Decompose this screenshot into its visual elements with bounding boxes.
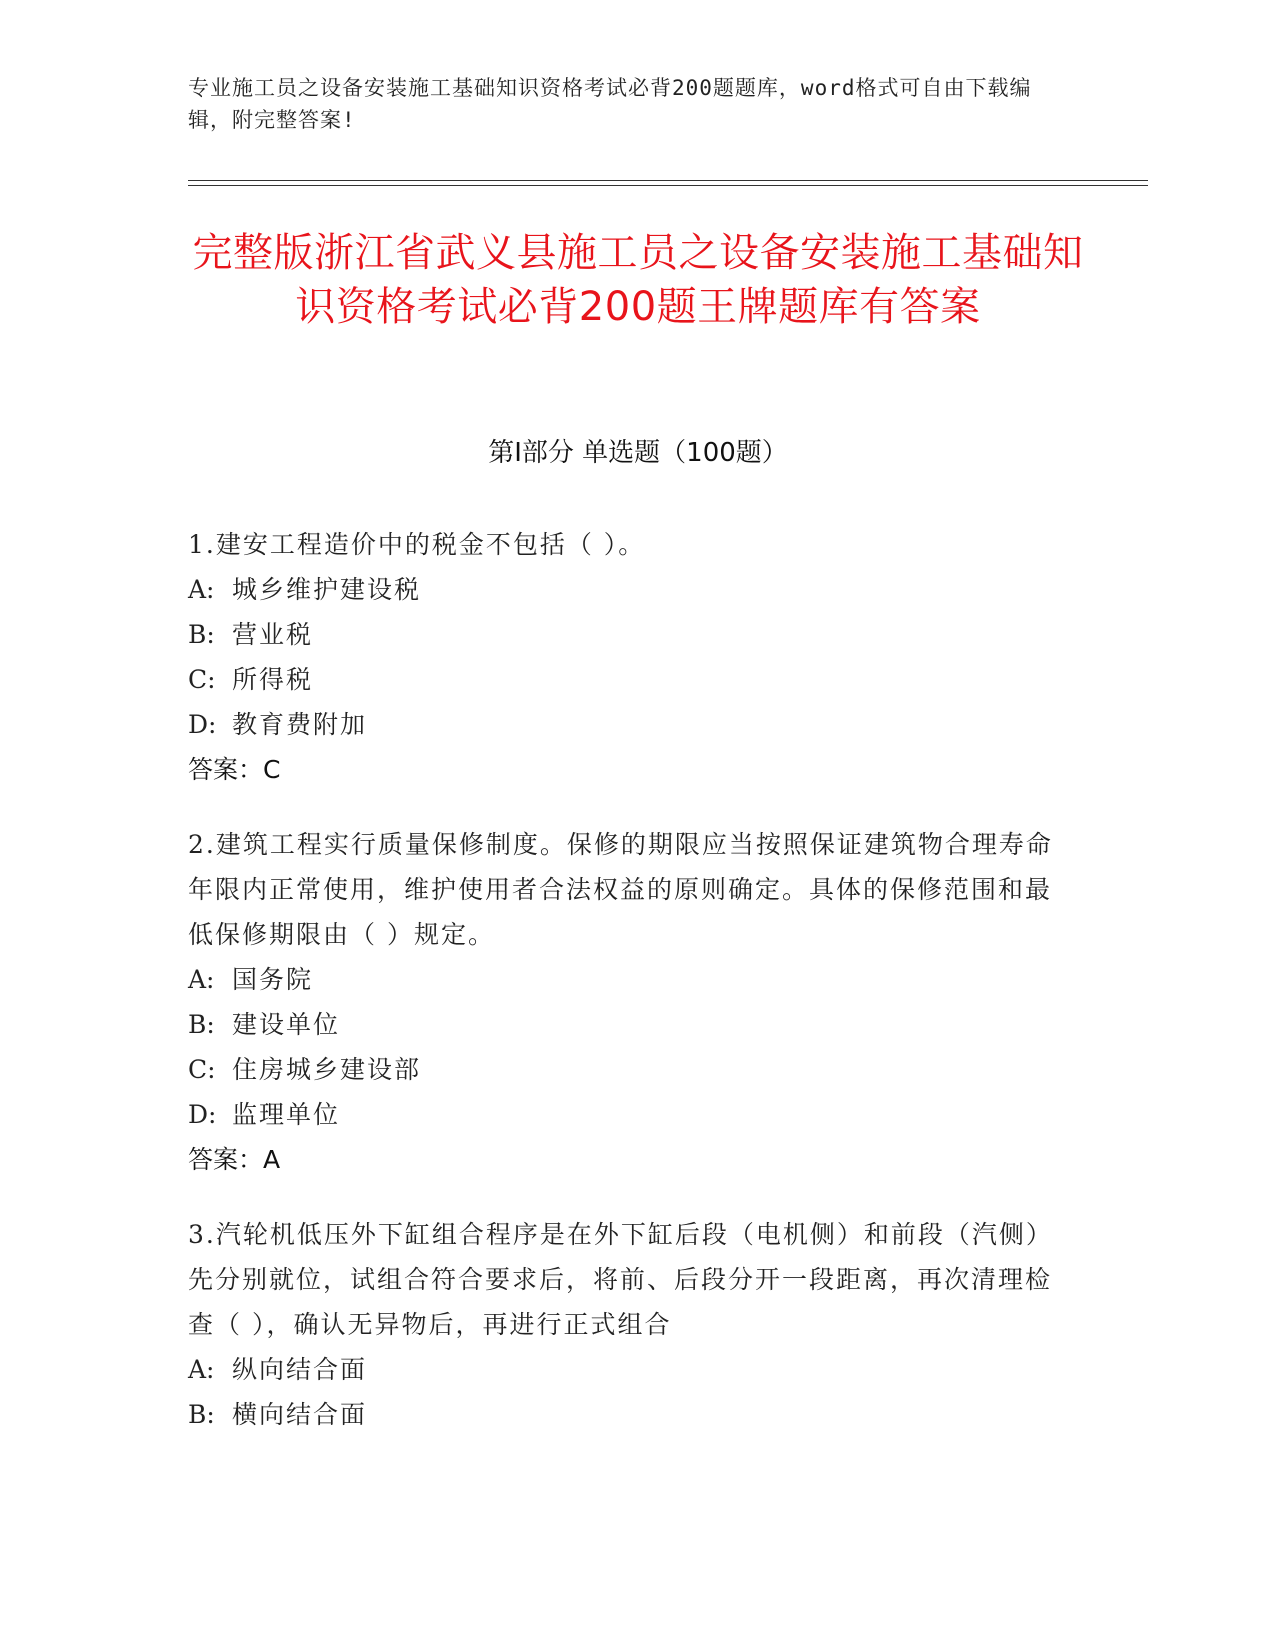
option-letter: B: bbox=[188, 1010, 215, 1039]
option-text: 监理单位 bbox=[232, 1100, 341, 1129]
question-2 bbox=[188, 822, 1068, 1182]
option-text: 城乡维护建设税 bbox=[232, 575, 422, 604]
option-d bbox=[188, 702, 1068, 747]
section-title: 第I部分 单选题（100题） bbox=[488, 438, 788, 468]
option-b bbox=[188, 1392, 1068, 1437]
option-text: 建设单位 bbox=[232, 1010, 341, 1039]
option-letter: A: bbox=[188, 965, 215, 994]
option-letter: C: bbox=[188, 665, 216, 694]
option-letter: D: bbox=[188, 710, 217, 739]
answer-line: 答案：A bbox=[188, 1145, 281, 1174]
question-list bbox=[188, 522, 1068, 1467]
question-stem: 1.建安工程造价中的税金不包括（ ）。 bbox=[188, 530, 646, 559]
option-b bbox=[188, 612, 1068, 657]
option-letter: B: bbox=[188, 620, 215, 649]
header-divider-secondary bbox=[188, 185, 1148, 186]
option-a bbox=[188, 1347, 1068, 1392]
option-letter: A: bbox=[188, 1355, 215, 1384]
question-stem: 2.建筑工程实行质量保修制度。保修的期限应当按照保证建筑物合理寿命年限内正常使用，维护使用者合法权益的原则确定。具体的保修范围和最低保修期限由（ ）规定。 bbox=[188, 830, 1053, 949]
option-a bbox=[188, 957, 1068, 1002]
answer-line: 答案：C bbox=[188, 755, 281, 784]
question-1 bbox=[188, 522, 1068, 792]
header-divider bbox=[188, 180, 1148, 181]
option-c bbox=[188, 1047, 1068, 1092]
option-text: 教育费附加 bbox=[232, 710, 368, 739]
option-a bbox=[188, 567, 1068, 612]
question-stem: 3.汽轮机低压外下缸组合程序是在外下缸后段（电机侧）和前段（汽侧）先分别就位，试组合符合要求后，将前、后段分开一段距离，再次清理检查（ ），确认无异物后，再进行正式组合 bbox=[188, 1220, 1053, 1339]
document-title: 完整版浙江省武义县施工员之设备安装施工基础知识资格考试必背200题王牌题库有答案 bbox=[192, 230, 1084, 330]
question-3 bbox=[188, 1212, 1068, 1437]
option-b bbox=[188, 1002, 1068, 1047]
option-text: 纵向结合面 bbox=[232, 1355, 368, 1384]
header-note: 专业施工员之设备安装施工基础知识资格考试必背200题题库，word格式可自由下载编辑，附完整答案! bbox=[188, 76, 1032, 132]
option-d bbox=[188, 1092, 1068, 1137]
option-letter: C: bbox=[188, 1055, 216, 1084]
option-text: 营业税 bbox=[232, 620, 314, 649]
option-text: 住房城乡建设部 bbox=[232, 1055, 422, 1084]
option-letter: A: bbox=[188, 575, 215, 604]
option-text: 所得税 bbox=[232, 665, 314, 694]
option-letter: B: bbox=[188, 1400, 215, 1429]
option-text: 横向结合面 bbox=[232, 1400, 368, 1429]
option-c bbox=[188, 657, 1068, 702]
option-letter: D: bbox=[188, 1100, 217, 1129]
option-text: 国务院 bbox=[232, 965, 314, 994]
